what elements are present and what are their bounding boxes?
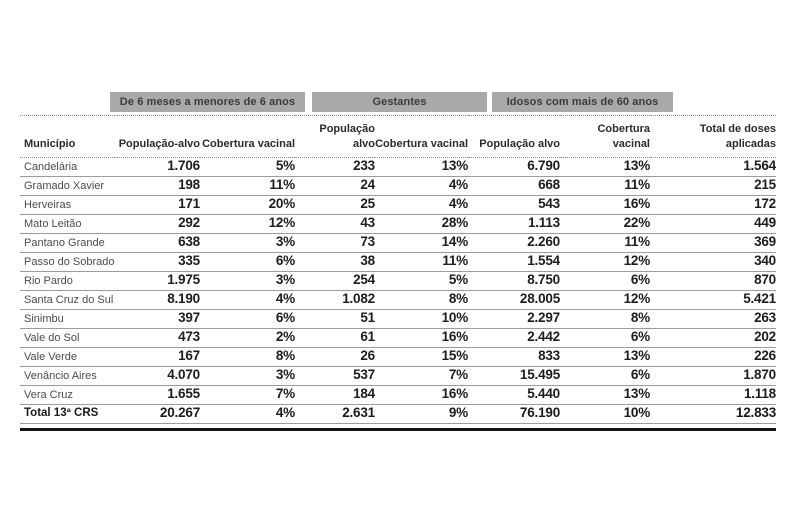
group-header-pregnant-bar: Gestantes xyxy=(312,92,487,112)
populacao-idosos-cell: 2.442 xyxy=(468,329,560,348)
total-doses-cell: 1.870 xyxy=(650,367,776,386)
total-cobertura-criancas: 4% xyxy=(200,405,295,424)
populacao-gestantes-cell: 73 xyxy=(295,234,375,253)
populacao-criancas-cell: 1.706 xyxy=(115,158,200,177)
populacao-gestantes-cell: 233 xyxy=(295,158,375,177)
total-cobertura-idosos: 10% xyxy=(560,405,650,424)
populacao-idosos-cell: 2.260 xyxy=(468,234,560,253)
cobertura-criancas-cell: 5% xyxy=(200,158,295,177)
table-row xyxy=(20,329,776,348)
populacao-idosos-cell: 8.750 xyxy=(468,272,560,291)
cobertura-criancas-cell: 2% xyxy=(200,329,295,348)
municipio-cell: Vale do Sol xyxy=(20,329,115,348)
populacao-gestantes-cell: 1.082 xyxy=(295,291,375,310)
cobertura-gestantes-cell: 11% xyxy=(375,253,468,272)
populacao-gestantes-cell: 25 xyxy=(295,196,375,215)
table-row xyxy=(20,291,776,310)
column-header-total-doses: Total de doses aplicadas xyxy=(650,116,776,158)
populacao-gestantes-cell: 61 xyxy=(295,329,375,348)
municipio-cell: Pantano Grande xyxy=(20,234,115,253)
column-header-municipio: Município xyxy=(20,116,115,158)
column-header-cobertura-criancas: Cobertura vacinal xyxy=(200,116,295,158)
table-row xyxy=(20,386,776,405)
table-row xyxy=(20,367,776,386)
table-row xyxy=(20,196,776,215)
group-header-pregnant xyxy=(295,92,468,116)
group-header-children xyxy=(115,92,295,116)
table-body xyxy=(20,158,776,405)
municipio-cell: Venâncio Aires xyxy=(20,367,115,386)
populacao-gestantes-cell: 38 xyxy=(295,253,375,272)
populacao-criancas-cell: 638 xyxy=(115,234,200,253)
cobertura-gestantes-cell: 4% xyxy=(375,196,468,215)
cobertura-gestantes-cell: 5% xyxy=(375,272,468,291)
municipio-cell: Sinimbu xyxy=(20,310,115,329)
table-row xyxy=(20,215,776,234)
table-footer xyxy=(20,405,776,424)
populacao-criancas-cell: 1.655 xyxy=(115,386,200,405)
cobertura-gestantes-cell: 15% xyxy=(375,348,468,367)
table-row xyxy=(20,158,776,177)
table-row xyxy=(20,310,776,329)
populacao-criancas-cell: 397 xyxy=(115,310,200,329)
cobertura-idosos-cell: 22% xyxy=(560,215,650,234)
column-header-populacao-alvo-criancas: População-alvo xyxy=(115,116,200,158)
populacao-criancas-cell: 292 xyxy=(115,215,200,234)
total-doses-cell: 172 xyxy=(650,196,776,215)
municipio-cell: Vera Cruz xyxy=(20,386,115,405)
populacao-idosos-cell: 28.005 xyxy=(468,291,560,310)
populacao-idosos-cell: 15.495 xyxy=(468,367,560,386)
group-header-spacer xyxy=(20,92,115,116)
municipio-cell: Candelária xyxy=(20,158,115,177)
total-doses-cell: 1.118 xyxy=(650,386,776,405)
group-header-spacer-right xyxy=(650,92,776,116)
table-row xyxy=(20,272,776,291)
column-header-row xyxy=(20,116,776,158)
cobertura-gestantes-cell: 16% xyxy=(375,386,468,405)
cobertura-criancas-cell: 4% xyxy=(200,291,295,310)
total-populacao-criancas: 20.267 xyxy=(115,405,200,424)
municipio-cell: Herveiras xyxy=(20,196,115,215)
total-label: Total 13ª CRS xyxy=(20,405,115,424)
total-doses-cell: 1.564 xyxy=(650,158,776,177)
total-doses-cell: 226 xyxy=(650,348,776,367)
cobertura-idosos-cell: 13% xyxy=(560,158,650,177)
populacao-gestantes-cell: 537 xyxy=(295,367,375,386)
group-header-row xyxy=(20,92,776,116)
total-doses-cell: 340 xyxy=(650,253,776,272)
cobertura-gestantes-cell: 10% xyxy=(375,310,468,329)
group-header-elderly-bar: Idosos com mais de 60 anos xyxy=(492,92,673,112)
populacao-gestantes-cell: 26 xyxy=(295,348,375,367)
cobertura-gestantes-cell: 4% xyxy=(375,177,468,196)
populacao-gestantes-cell: 51 xyxy=(295,310,375,329)
cobertura-criancas-cell: 20% xyxy=(200,196,295,215)
table-row xyxy=(20,348,776,367)
total-doses-cell: 202 xyxy=(650,329,776,348)
column-header-cobertura-idosos: Cobertura vacinal xyxy=(560,116,650,158)
total-populacao-gestantes: 2.631 xyxy=(295,405,375,424)
cobertura-gestantes-cell: 16% xyxy=(375,329,468,348)
cobertura-gestantes-cell: 8% xyxy=(375,291,468,310)
total-doses: 12.833 xyxy=(650,405,776,424)
column-header-populacao-alvo-idosos: População alvo xyxy=(468,116,560,158)
group-header-elderly xyxy=(468,92,659,116)
cobertura-criancas-cell: 7% xyxy=(200,386,295,405)
populacao-criancas-cell: 198 xyxy=(115,177,200,196)
table-row xyxy=(20,234,776,253)
cobertura-idosos-cell: 16% xyxy=(560,196,650,215)
populacao-criancas-cell: 8.190 xyxy=(115,291,200,310)
group-header-children-bar: De 6 meses a menores de 6 anos xyxy=(110,92,305,112)
cobertura-idosos-cell: 12% xyxy=(560,253,650,272)
populacao-gestantes-cell: 184 xyxy=(295,386,375,405)
cobertura-idosos-cell: 11% xyxy=(560,234,650,253)
cobertura-criancas-cell: 8% xyxy=(200,348,295,367)
cobertura-criancas-cell: 3% xyxy=(200,234,295,253)
cobertura-idosos-cell: 13% xyxy=(560,348,650,367)
cobertura-criancas-cell: 11% xyxy=(200,177,295,196)
total-doses-cell: 369 xyxy=(650,234,776,253)
populacao-gestantes-cell: 24 xyxy=(295,177,375,196)
municipio-cell: Gramado Xavier xyxy=(20,177,115,196)
cobertura-idosos-cell: 12% xyxy=(560,291,650,310)
populacao-gestantes-cell: 254 xyxy=(295,272,375,291)
municipio-cell: Santa Cruz do Sul xyxy=(20,291,115,310)
total-doses-cell: 263 xyxy=(650,310,776,329)
cobertura-criancas-cell: 6% xyxy=(200,310,295,329)
total-row xyxy=(20,405,776,424)
cobertura-gestantes-cell: 14% xyxy=(375,234,468,253)
total-doses-cell: 449 xyxy=(650,215,776,234)
total-doses-cell: 870 xyxy=(650,272,776,291)
column-header-populacao-alvo-gestantes: População alvo xyxy=(295,116,375,158)
table-row xyxy=(20,177,776,196)
populacao-criancas-cell: 1.975 xyxy=(115,272,200,291)
populacao-idosos-cell: 1.554 xyxy=(468,253,560,272)
municipio-cell: Vale Verde xyxy=(20,348,115,367)
total-cobertura-gestantes: 9% xyxy=(375,405,468,424)
cobertura-criancas-cell: 12% xyxy=(200,215,295,234)
cobertura-criancas-cell: 3% xyxy=(200,272,295,291)
cobertura-idosos-cell: 11% xyxy=(560,177,650,196)
table-row xyxy=(20,253,776,272)
bottom-rule xyxy=(20,428,776,431)
municipio-cell: Mato Leitão xyxy=(20,215,115,234)
populacao-idosos-cell: 833 xyxy=(468,348,560,367)
populacao-criancas-cell: 171 xyxy=(115,196,200,215)
total-doses-cell: 5.421 xyxy=(650,291,776,310)
cobertura-criancas-cell: 6% xyxy=(200,253,295,272)
populacao-criancas-cell: 335 xyxy=(115,253,200,272)
populacao-idosos-cell: 6.790 xyxy=(468,158,560,177)
populacao-criancas-cell: 167 xyxy=(115,348,200,367)
cobertura-gestantes-cell: 13% xyxy=(375,158,468,177)
populacao-idosos-cell: 1.113 xyxy=(468,215,560,234)
total-populacao-idosos: 76.190 xyxy=(468,405,560,424)
populacao-idosos-cell: 5.440 xyxy=(468,386,560,405)
total-doses-cell: 215 xyxy=(650,177,776,196)
populacao-criancas-cell: 4.070 xyxy=(115,367,200,386)
cobertura-idosos-cell: 8% xyxy=(560,310,650,329)
cobertura-criancas-cell: 3% xyxy=(200,367,295,386)
populacao-idosos-cell: 2.297 xyxy=(468,310,560,329)
cobertura-gestantes-cell: 28% xyxy=(375,215,468,234)
cobertura-gestantes-cell: 7% xyxy=(375,367,468,386)
vaccination-table xyxy=(20,92,776,424)
municipio-cell: Rio Pardo xyxy=(20,272,115,291)
cobertura-idosos-cell: 6% xyxy=(560,272,650,291)
populacao-gestantes-cell: 43 xyxy=(295,215,375,234)
cobertura-idosos-cell: 6% xyxy=(560,367,650,386)
cobertura-idosos-cell: 6% xyxy=(560,329,650,348)
municipio-cell: Passo do Sobrado xyxy=(20,253,115,272)
populacao-criancas-cell: 473 xyxy=(115,329,200,348)
populacao-idosos-cell: 668 xyxy=(468,177,560,196)
populacao-idosos-cell: 543 xyxy=(468,196,560,215)
cobertura-idosos-cell: 13% xyxy=(560,386,650,405)
column-header-cobertura-gestantes: Cobertura vacinal xyxy=(375,116,468,158)
